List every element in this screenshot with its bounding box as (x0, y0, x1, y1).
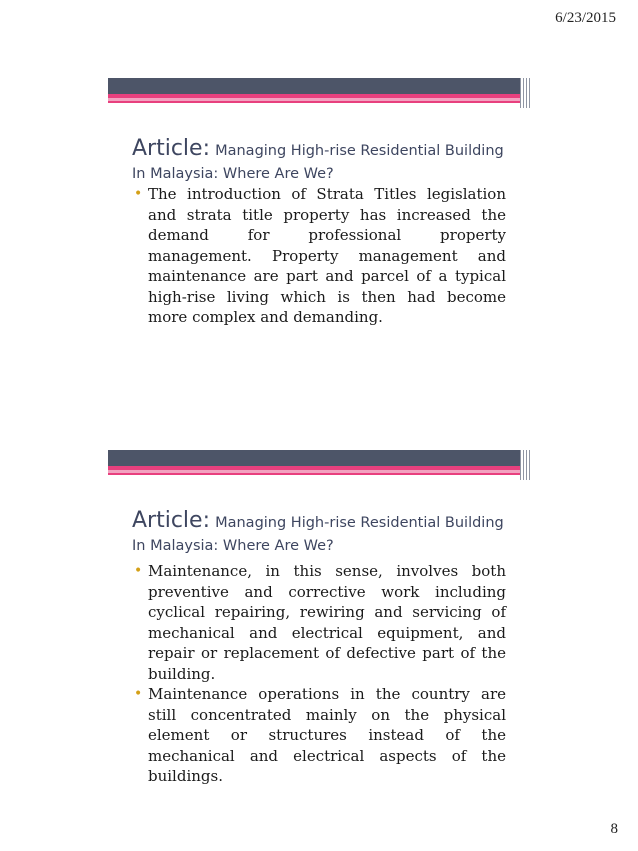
bullet-item (134, 561, 506, 684)
page-number: 8 (610, 821, 618, 837)
bullet-list (134, 184, 506, 328)
slide-title (132, 138, 512, 185)
banner-stripes (520, 78, 532, 108)
banner-stripes (520, 450, 532, 480)
bullet-text: Maintenance operations in the country are still concentrated mainly on the physical element or structures instead of the mechanical and electrical aspects of the buildings. (148, 685, 506, 785)
bullet-list (134, 561, 506, 787)
bullet-item (134, 184, 506, 328)
bullet-item (134, 684, 506, 787)
bullet-dot-icon: • (134, 563, 143, 579)
print-date: 6/23/2015 (555, 10, 616, 26)
slide-title-rest: Managing High-rise Residential Building In Malaysia: Where Are We? (132, 143, 504, 182)
bullet-text: Maintenance, in this sense, involves both preventive and corrective work including cyclical repairing, rewiring and servicing of mechanical and electrical equipment, and repair or replacement of defective part of the building. (148, 562, 506, 683)
bullet-dot-icon: • (134, 186, 143, 202)
banner-accent-bar-bottom (108, 473, 520, 475)
banner-dark-bar (108, 450, 520, 466)
slide-title-lead: Article: (132, 508, 210, 533)
bullet-text: The introduction of Strata Titles legislation and strata title property has increased the demand for professional property management. Property management and maintenance are part and parcel of a typical high-rise living which is then had become more complex and demanding. (148, 185, 506, 326)
slide-title-rest: Managing High-rise Residential Building In Malaysia: Where Are We? (132, 515, 504, 554)
bullet-dot-icon: • (134, 686, 143, 702)
slide-header-banner (108, 450, 532, 480)
slide-title-lead: Article: (132, 136, 210, 161)
slide-header-banner (108, 78, 532, 108)
slide-title (132, 510, 512, 557)
banner-accent-bar-bottom (108, 101, 520, 103)
banner-dark-bar (108, 78, 520, 94)
